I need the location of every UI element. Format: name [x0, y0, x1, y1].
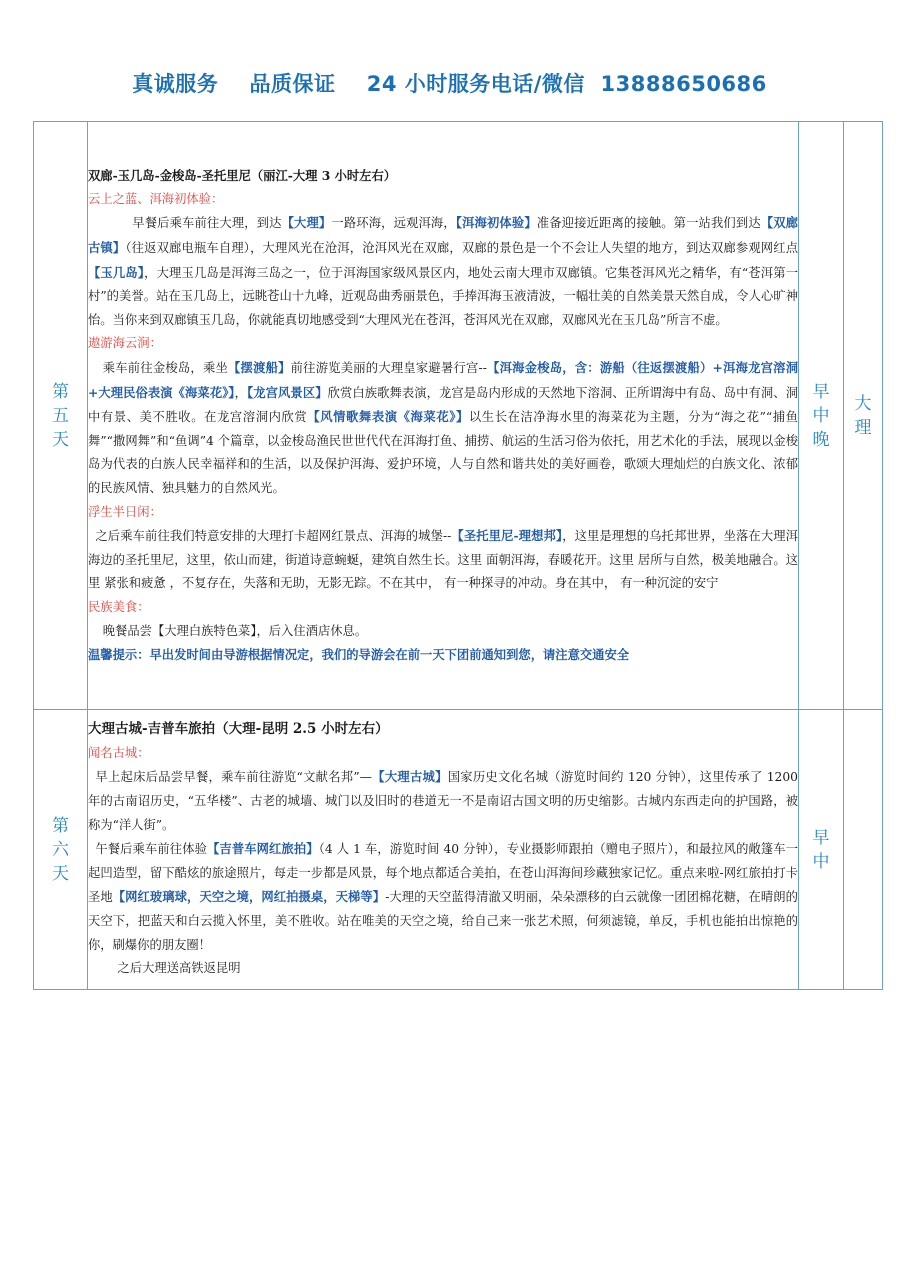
day6-title: 大理古城-吉普车旅拍（大理-昆明 2.5 小时左右）: [88, 721, 389, 738]
text: 欣赏白族歌舞表演，龙宫是岛内形成的天然地下溶洞、正所谓海中有岛、岛中有洞、洞中有景、美不胜收。在龙宫溶洞内欣赏: [88, 385, 798, 425]
text: 午餐后乘车前往体验: [95, 842, 208, 857]
day5-meals: 早中晚: [812, 381, 830, 450]
text: （4 人 1 车，游览时间 40 分钟），专业摄影师跟拍（赠电子照片），和最拉风的敞篷车一起凹造型，留下酷炫的旅途照片，每走一步都是风景，每个地点都适合美拍，在苍山洱海间珍藏独家记忆。重点来啦-网红旅拍打卡圣地: [88, 842, 798, 905]
text: ，这里是理想的乌托邦世界，坐落在大理洱海边的圣托里尼，这里，依山而建，街道诗意蜿蜒，建筑自然生长。这里 面朝洱海，春暖花开。这里 居所与自然，极美地融合。这里 紧张和疲惫 ，不复存在，失落和无助，无影无踪。不在其中， 有一种探寻的冲动。身在其中， 有一种沉淀的安宁: [88, 529, 798, 591]
highlight: 【圣托里尼-理想邦】: [451, 528, 563, 544]
text: （往返双廊电瓶车自理），大理风光在沧洱，沧洱风光在双廊，双廊的景色是一个不会让人失望的地方，到达双廊参观网红点: [125, 241, 798, 256]
day5-section2-paragraph: [88, 356, 798, 501]
text: 早餐后乘车前往大理，到达: [132, 216, 282, 231]
highlight: 【玉几岛】: [88, 264, 145, 280]
highlight: 【洱海金梭岛，含：游船（往返摆渡船）+洱海龙宫溶洞+大理民俗表演《海菜花》】: [88, 360, 798, 400]
text: 乘车前往金梭岛，乘坐: [102, 361, 229, 376]
day6-paragraph2: [88, 837, 798, 957]
day5-section1-paragraph: [88, 211, 798, 332]
day6-section1-heading: 闻名古城：: [88, 745, 150, 760]
day6-meals-cell: [799, 710, 844, 990]
day5-content: [88, 122, 799, 710]
highlight: 【洱海初体验】: [455, 215, 537, 231]
day6-row: [34, 710, 883, 990]
day6-hotel-cell: [844, 710, 883, 990]
day5-section4-paragraph: 晚餐品尝【大理白族特色菜】，后入住酒店休息。: [102, 623, 368, 638]
day5-section3-heading: 浮生半日闲：: [88, 504, 162, 519]
highlight: 【大理】: [281, 215, 332, 231]
highlight: 【网红玻璃球，天空之境，网红拍摄桌，天梯等】: [112, 889, 386, 905]
day6-content: [88, 710, 799, 990]
highlight: 【吉普车网红旅拍】: [207, 841, 319, 857]
day5-meals-cell: [799, 122, 844, 710]
day5-section2-heading: 遨游海云涧：: [88, 336, 162, 351]
day5-title: 双廊-玉几岛-金梭岛-圣托里尼（丽江-大理 3 小时左右）: [88, 168, 397, 184]
text: 准备迎接近距离的接触。第一站我们到达: [536, 216, 761, 231]
text: 早上起床后品尝早餐，乘车前往游览“文献名邦”—: [95, 770, 372, 785]
highlight: 【龙宫风景区】: [247, 384, 328, 400]
day6-paragraph3: 之后大理送高铁返昆明: [117, 961, 241, 976]
day5-label-cell: [34, 122, 88, 710]
highlight: 【大理古城】: [371, 769, 448, 785]
day6-label: 第六天: [52, 815, 69, 884]
text: 前往游览美丽的大理皇家避暑行宫--: [290, 361, 487, 376]
text: 国家历史文化名城（游览时间约 120 分钟），这里传承了 1200 年的古南诏历史，“五华楼”、古老的城墙、城门以及旧时的巷道无一不是南诏古国文明的历史缩影。古城内东西走向的护国路，被称为“洋人街”。: [88, 770, 799, 832]
day6-meals: 早中: [812, 827, 830, 872]
day5-row: [34, 122, 883, 710]
text: -大理的天空蓝得清澈又明丽，朵朵漂移的白云就像一团团棉花糖，在晴朗的天空下，把蓝天和白云揽入怀里，美不胜收。站在唯美的天空之境，给自己来一张艺术照，何须滤镜，单反，手机也能拍出惊艳的你，刷爆你的朋友圈！: [88, 890, 798, 952]
day5-section1-heading: 云上之蓝、洱海初体验：: [88, 191, 224, 206]
text: 一路环海，远观洱海，: [331, 216, 456, 231]
itinerary-table: [33, 121, 883, 990]
day5-label: 第五天: [52, 381, 69, 450]
text: ，: [234, 385, 248, 400]
day5-hotel: 大理: [854, 393, 872, 438]
highlight: 【摆渡船】: [228, 360, 291, 376]
text: 之后乘车前往我们特意安排的大理打卡超网红景点、洱海的城堡--: [95, 529, 452, 544]
header-banner: 真诚服务 品质保证 24 小时服务电话/微信 13888650686: [132, 72, 767, 96]
day6-label-cell: [34, 710, 88, 990]
highlight: 【双廊古镇】: [88, 215, 798, 256]
day6-paragraph1: [88, 765, 798, 837]
day5-hotel-cell: [844, 122, 883, 710]
day5-tip: 温馨提示：早出发时间由导游根据情况定，我们的导游会在前一天下团前通知到您，请注意交通安全: [88, 647, 630, 663]
day5-section3-paragraph: [88, 524, 798, 596]
text: 以生长在洁净海水里的海菜花为主题，分为“海之花”“捕鱼舞”“撒网舞”和“鱼调”4 个篇章，以金梭岛渔民世世代代在洱海打鱼、捕捞、航运的生活习俗为依托，用艺术化的手法，展现以金梭岛为代表的白族人民幸福祥和的生活，以及保护洱海、爱护环境，人与自然和谐共处的美好画卷，歌颂大理灿烂的白族文化、浓郁的民族风情、独具魅力的自然风光。: [88, 410, 798, 495]
highlight: 【风情歌舞表演《海菜花》】: [307, 409, 469, 425]
day5-section4-heading: 民族美食：: [88, 599, 150, 614]
text: ，大理玉几岛是洱海三岛之一，位于洱海国家级风景区内，地处云南大理市双廊镇。它集苍洱风光之精华，有“苍洱第一村”的美誉。站在玉几岛上，远眺苍山十九峰，近观岛曲秀丽景色，手捧洱海玉液清波，一幅壮美的自然美景天然自成，令人心旷神怡。当你来到双廊镇玉几岛，你就能真切地感受到“大理风光在苍洱，苍洱风光在双廊，双廊风光在玉几岛”所言不虚。: [88, 265, 798, 327]
